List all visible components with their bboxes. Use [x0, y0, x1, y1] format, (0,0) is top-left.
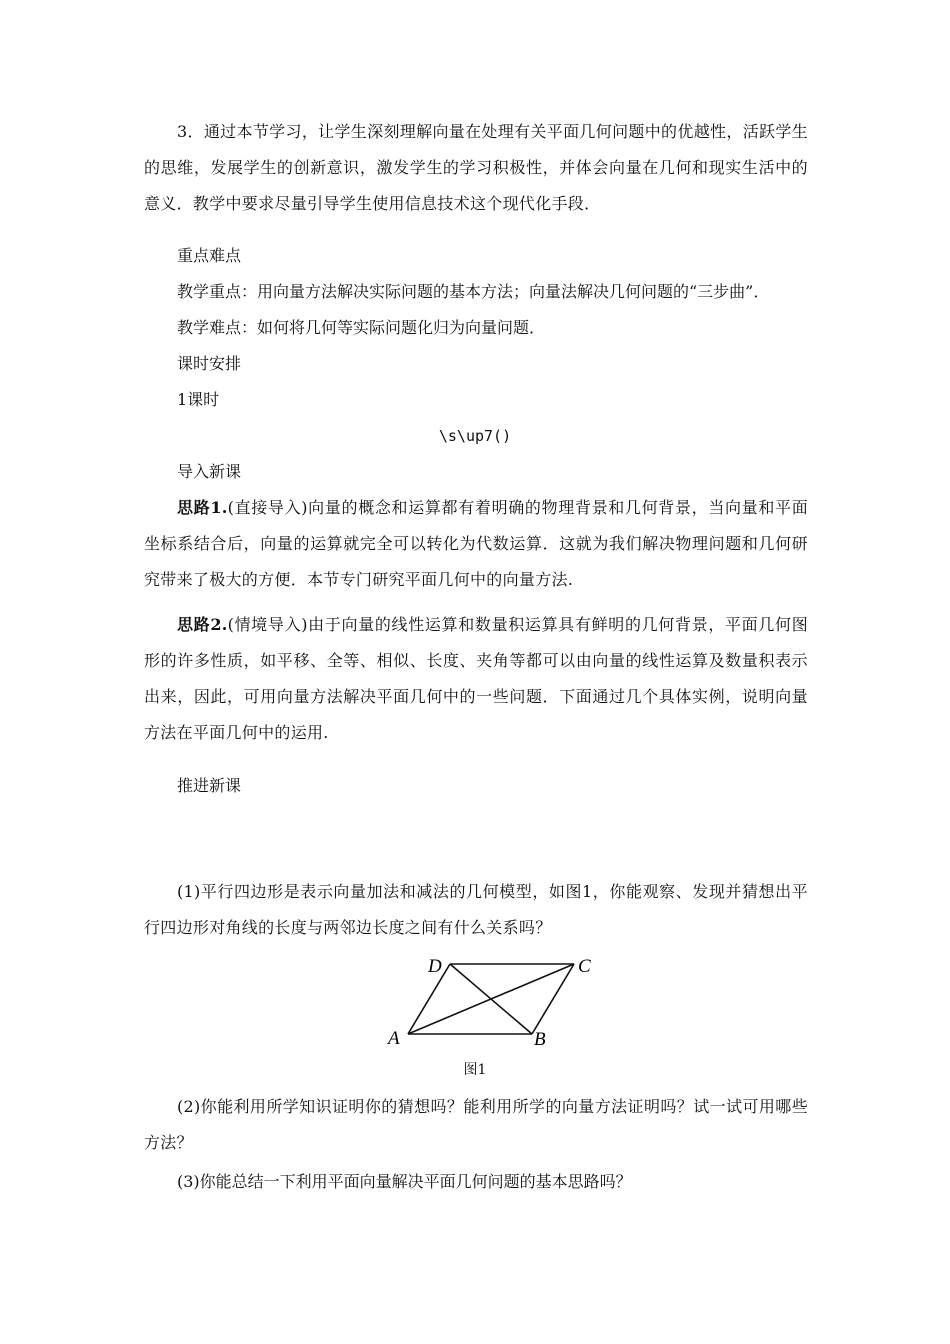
idea-2-label: 思路2.: [177, 615, 228, 634]
schedule-value: 1课时: [177, 390, 220, 409]
diagonal-bd: [450, 964, 532, 1034]
heading-advance: 推进新课: [177, 776, 242, 795]
idea-1-label: 思路1.: [177, 498, 228, 517]
field-code-text: \s\up7(): [438, 427, 512, 445]
idea-1-text: (直接导入)向量的概念和运算都有着明确的物理背景和几何背景，当向量和平面坐标系结合后，向量的运算就完全可以转化为代数运算．这就为我们解决物理问题和几何研究带来了极大的方便．本节专门研究平面几何中的向量方法.: [144, 498, 808, 589]
point-label-a: A: [388, 1028, 400, 1049]
paragraph-idea-1: [144, 490, 808, 598]
heading-intro: 导入新课: [177, 462, 242, 481]
paragraph-goal-3: 3．通过本节学习，让学生深刻理解向量在处理有关平面几何问题中的优越性，活跃学生的思维，发展学生的创新意识，激发学生的学习积极性，并体会向量在几何和现实生活中的意义．教学中要求尽量引导学生使用信息技术这个现代化手段．: [144, 122, 808, 213]
difficult-point-text: 教学难点：如何将几何等实际问题化归为向量问题．: [177, 318, 546, 337]
heading-key-points: 重点难点: [177, 246, 242, 265]
heading-schedule: 课时安排: [177, 354, 242, 373]
question-2: (2)你能利用所学知识证明你的猜想吗？能利用所学的向量方法证明吗？试一试可用哪些方法？: [144, 1097, 808, 1152]
point-label-c: C: [578, 956, 591, 977]
key-point-text: 教学重点：用向量方法解决实际问题的基本方法；向量法解决几何问题的“三步曲”．: [177, 282, 770, 301]
edge-bc: [532, 964, 574, 1034]
figure-caption: 图1: [463, 1062, 487, 1078]
question-3: (3)你能总结一下利用平面向量解决平面几何问题的基本思路吗？: [177, 1172, 632, 1191]
idea-2-text: (情境导入)由于向量的线性运算和数量积运算具有鲜明的几何背景，平面几何图形的许多性质，如平移、全等、相似、长度、夹角等都可以由向量的线性运算及数量积表示出来，因此，可用向量方法解决平面几何中的一些问题．下面通过几个具体实例，说明向量方法在平面几何中的运用.: [144, 615, 808, 742]
point-label-b: B: [534, 1029, 546, 1050]
question-1: (1)平行四边形是表示向量加法和减法的几何模型，如图1，你能观察、发现并猜想出平行四边形对角线的长度与两邻边长度之间有什么关系吗？: [144, 882, 808, 937]
parallelogram-figure: [384, 950, 604, 1050]
point-label-d: D: [428, 956, 442, 977]
paragraph-idea-2: [144, 607, 808, 751]
